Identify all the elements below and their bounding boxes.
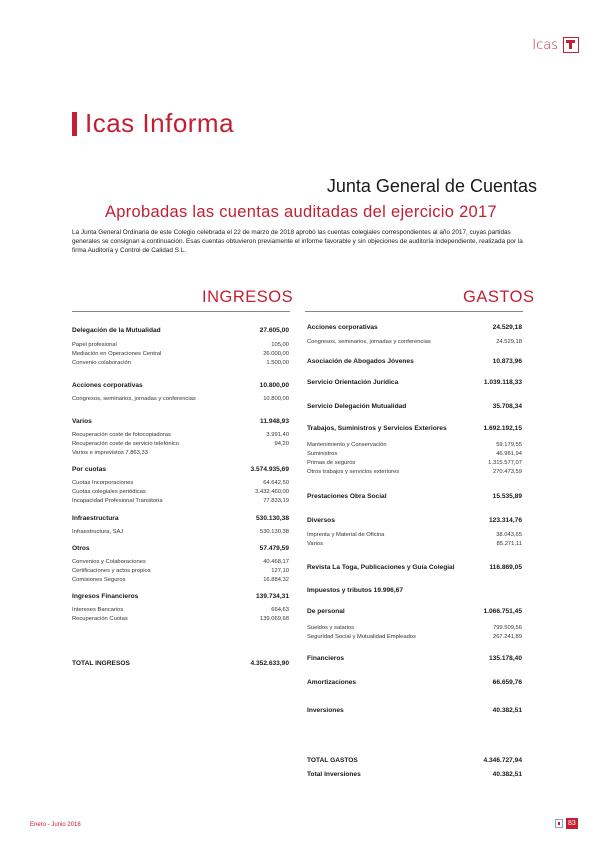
ingresos-item-row: [72, 576, 289, 585]
gastos-category-row: [307, 324, 522, 333]
ingresos-amount: 11.948,93: [260, 418, 289, 425]
ingresos-item-row: [72, 431, 289, 440]
ingresos-label: Infraestructura: [72, 515, 119, 522]
footer-period: Enero - Junio 2018: [30, 822, 81, 828]
ingresos-amount: 664,63: [271, 607, 289, 613]
ingresos-item-row: [72, 528, 289, 537]
ingresos-amount: 16.884,32: [263, 577, 289, 583]
ingresos-category-row: [72, 466, 289, 475]
article-intro: La Junta General Ordinaria de este Colegio celebrada el 22 de marzo de 2018 aprobó las cuentas colegiales correspondientes al año 2017, cuyas partidas generales se consignan a continuación. Esas cuentas obtuvieron previamente el informe favorable y sin objeciones de auditoría independiente, realizada por la firma Auditoría y Control de Calidad S.L.: [72, 229, 523, 254]
ingresos-amount: 10.800,00: [263, 396, 289, 402]
gastos-label: Financieros: [307, 655, 345, 662]
ingresos-amount: 26.000,00: [263, 351, 289, 357]
ingresos-amount: 105,00: [271, 342, 289, 348]
ingresos-label: Otros: [72, 545, 90, 552]
gastos-label: Imprenta y Material de Oficina: [307, 532, 385, 538]
ingresos-label: Varios: [72, 418, 92, 425]
ingresos-amount: 3.991,40: [266, 432, 289, 438]
gastos-amount: 46.961,94: [496, 451, 522, 457]
ingresos-label: Papel profesional: [72, 342, 117, 348]
gastos-label: Seguridad Social y Mutualidad Empleados: [307, 634, 416, 640]
ingresos-label: Incapacidad Profesional Transitoria: [72, 498, 163, 504]
gastos-amount: 1.039.118,33: [483, 379, 522, 386]
ingresos-label: Intereses Bancarios: [72, 607, 124, 613]
gastos-category-row: [307, 587, 522, 596]
gastos-label: Mantenimiento y Conservación: [307, 442, 387, 448]
ingresos-amount: 64.642,50: [263, 480, 289, 486]
gastos-category-row: [307, 679, 522, 688]
ingresos-label: Cuotas colegiales periódicas: [72, 489, 146, 495]
ingresos-label: Comisiones Seguros: [72, 577, 126, 583]
ingresos-label: Por cuotas: [72, 466, 107, 473]
total-gastos-label: TOTAL GASTOS: [307, 757, 358, 764]
ingresos-amount: 3.574.935,69: [250, 466, 289, 473]
ingresos-label: Convenio colaboración: [72, 360, 131, 366]
total-ingresos-label: TOTAL INGRESOS: [72, 660, 130, 667]
ingresos-label: Recuperación coste de servicio telefónico: [72, 441, 179, 447]
ingresos-category-row: [72, 418, 289, 427]
ingresos-label: Recuperación coste de fotocopiadoras: [72, 432, 171, 438]
gastos-item-row: [307, 624, 522, 633]
gastos-label: De personal: [307, 608, 345, 615]
total-inversiones-amount: 40.382,51: [492, 771, 522, 778]
gastos-label: Inversiones: [307, 707, 344, 714]
ingresos-label: Recuperación Cuotas: [72, 616, 128, 622]
ingresos-item-row: [72, 440, 289, 449]
gastos-item-row: [307, 468, 522, 477]
ingresos-item-row: [72, 567, 289, 576]
page-number: 83: [568, 820, 576, 827]
la-toga-logo-icon: [563, 37, 579, 53]
section-marker: [72, 112, 77, 136]
gastos-label: Servicio Orientación Jurídica: [307, 379, 399, 386]
ingresos-amount: 94,20: [274, 441, 289, 447]
gastos-amount: 1.315.577,07: [488, 460, 522, 466]
ingresos-category-row: [72, 593, 289, 602]
gastos-label: Diversos: [307, 517, 335, 524]
gastos-category-row: [307, 608, 522, 617]
gastos-label: Otros trabajos y servicios exteriores: [307, 469, 400, 475]
section-title: [72, 108, 234, 139]
gastos-item-row: [307, 633, 522, 642]
ingresos-item-row: [72, 395, 289, 404]
ingresos-amount: 139.734,31: [255, 593, 289, 600]
gastos-amount: 15.535,89: [492, 493, 522, 500]
gastos-label: Trabajos, Suministros y Servicios Exteriores: [307, 425, 447, 432]
ingresos-amount: 57.479,59: [259, 545, 289, 552]
ingresos-item-row: [72, 606, 289, 615]
ingresos-label: Certificaciones y actos propios: [72, 568, 151, 574]
gastos-label: Amortizaciones: [307, 679, 357, 686]
gastos-amount: 123.314,76: [488, 517, 522, 524]
ingresos-amount: 530.130,38: [255, 515, 289, 522]
ingresos-label: Congresos, seminarios, jornadas y conferencias: [72, 396, 196, 402]
ingresos-label: Cuotas Incorporaciones: [72, 480, 134, 486]
ingresos-item-row: [72, 497, 289, 506]
gastos-amount: 1.692.192,15: [483, 425, 522, 432]
gastos-amount: 40.382,51: [492, 707, 522, 714]
total-ingresos-amount: 4.352.633,90: [250, 660, 289, 667]
gastos-amount: 799.509,56: [492, 625, 522, 631]
total-ingresos-row: [72, 660, 289, 669]
ingresos-amount: 127,10: [271, 568, 289, 574]
gastos-amount: 85.271,11: [496, 541, 522, 547]
gastos-label: Revista La Toga, Publicaciones y Guía Colegial: [307, 564, 455, 571]
ingresos-amount: 27.605,00: [259, 327, 289, 334]
gastos-category-row: [307, 379, 522, 388]
gastos-label: Acciones corporativas: [307, 324, 378, 331]
ingresos-category-row: [72, 327, 289, 336]
gastos-label: Prestaciones Obra Social: [307, 493, 387, 500]
ingresos-amount: 3.432.460,00: [255, 489, 289, 495]
gastos-amount: 38.043,65: [496, 532, 522, 538]
gastos-label: Asociación de Abogados Jóvenes: [307, 358, 414, 365]
ingresos-item-row: [72, 449, 289, 458]
gastos-amount: 1.066.751,45: [483, 608, 522, 615]
gastos-amount: 35.708,34: [492, 403, 522, 410]
gastos-item-row: [307, 531, 522, 540]
gastos-amount: 24.529,18: [496, 339, 522, 345]
gastos-amount: 267.241,89: [492, 634, 522, 640]
ingresos-amount: 139.069,68: [259, 616, 289, 622]
gastos-label: Varios: [307, 541, 324, 547]
ingresos-item-row: [72, 341, 289, 350]
gastos-category-row: [307, 403, 522, 412]
gastos-label: Suministros: [307, 451, 338, 457]
gastos-label: Sueldos y salarios: [307, 625, 355, 631]
ingresos-item-row: [72, 350, 289, 359]
gastos-amount: 24.529,18: [492, 324, 522, 331]
gastos-item-row: [307, 441, 522, 450]
total-gastos-amount: 4.346.727,94: [483, 757, 522, 764]
ingresos-amount: 40.468,17: [263, 559, 289, 565]
gastos-item-row: [307, 338, 522, 347]
gastos-amount: 59.179,55: [496, 442, 522, 448]
gastos-item-row: [307, 540, 522, 549]
article-headline: Junta General de Cuentas: [326, 176, 537, 196]
ingresos-item-row: [72, 359, 289, 368]
gastos-amount: 270.473,59: [492, 469, 522, 475]
brand-name: Icas: [532, 37, 558, 53]
brand-header: [532, 37, 579, 53]
ingresos-label: Varios e imprevistos 7.863,33: [72, 450, 148, 456]
total-gastos-row: [307, 757, 522, 766]
gastos-item-row: [307, 450, 522, 459]
ingresos-category-row: [72, 382, 289, 391]
ingresos-category-row: [72, 545, 289, 554]
ingresos-label: Ingresos Financieros: [72, 593, 139, 600]
ingresos-item-row: [72, 479, 289, 488]
gastos-divider: [305, 311, 523, 312]
gastos-amount: 135.178,40: [488, 655, 522, 662]
footer-page: [555, 818, 578, 829]
total-inversiones-row: [307, 771, 522, 780]
ingresos-heading: INGRESOS: [202, 288, 294, 306]
ingresos-label: Delegación de la Mutualidad: [72, 327, 161, 334]
gastos-category-row: [307, 517, 522, 526]
ingresos-label: Mediación en Operaciones Central: [72, 351, 162, 357]
section-title-text: Icas Informa: [85, 108, 235, 138]
ingresos-label: Infraestructura, SAJ: [72, 529, 124, 535]
gastos-label: Servicio Delegación Mutualidad: [307, 403, 407, 410]
gastos-amount: 116.869,05: [489, 564, 522, 571]
gastos-heading: GASTOS: [463, 288, 535, 306]
gastos-label: Impuestos y tributos 19.996,67: [307, 587, 404, 594]
ingresos-item-row: [72, 615, 289, 624]
ingresos-item-row: [72, 558, 289, 567]
ingresos-amount: 530.130,38: [259, 529, 289, 535]
ingresos-item-row: [72, 488, 289, 497]
gastos-category-row: [307, 655, 522, 664]
gastos-category-row: [307, 358, 522, 367]
gastos-category-row: [307, 707, 522, 716]
gastos-category-row: [307, 564, 522, 573]
ingresos-label: Convenios y Colaboraciones: [72, 559, 146, 565]
ingresos-amount: 10.800,00: [259, 382, 289, 389]
gastos-amount: 10.873,96: [492, 358, 522, 365]
gastos-label: Primas de seguros: [307, 460, 356, 466]
ingresos-category-row: [72, 515, 289, 524]
gastos-amount: 66.659,76: [492, 679, 522, 686]
gastos-category-row: [307, 493, 522, 502]
ingresos-amount: 1.500,00: [266, 360, 289, 366]
gastos-category-row: [307, 425, 522, 434]
seal-icon: [555, 819, 563, 828]
article-subheadline: Aprobadas las cuentas auditadas del ejercicio 2017: [104, 203, 497, 221]
ingresos-divider: [72, 311, 290, 312]
gastos-label: Congresos, seminarios, jornadas y conferencias: [307, 339, 431, 345]
total-inversiones-label: Total Inversiones: [307, 771, 361, 778]
ingresos-amount: 77.833,19: [263, 498, 289, 504]
ingresos-label: Acciones corporativas: [72, 382, 143, 389]
gastos-item-row: [307, 459, 522, 468]
